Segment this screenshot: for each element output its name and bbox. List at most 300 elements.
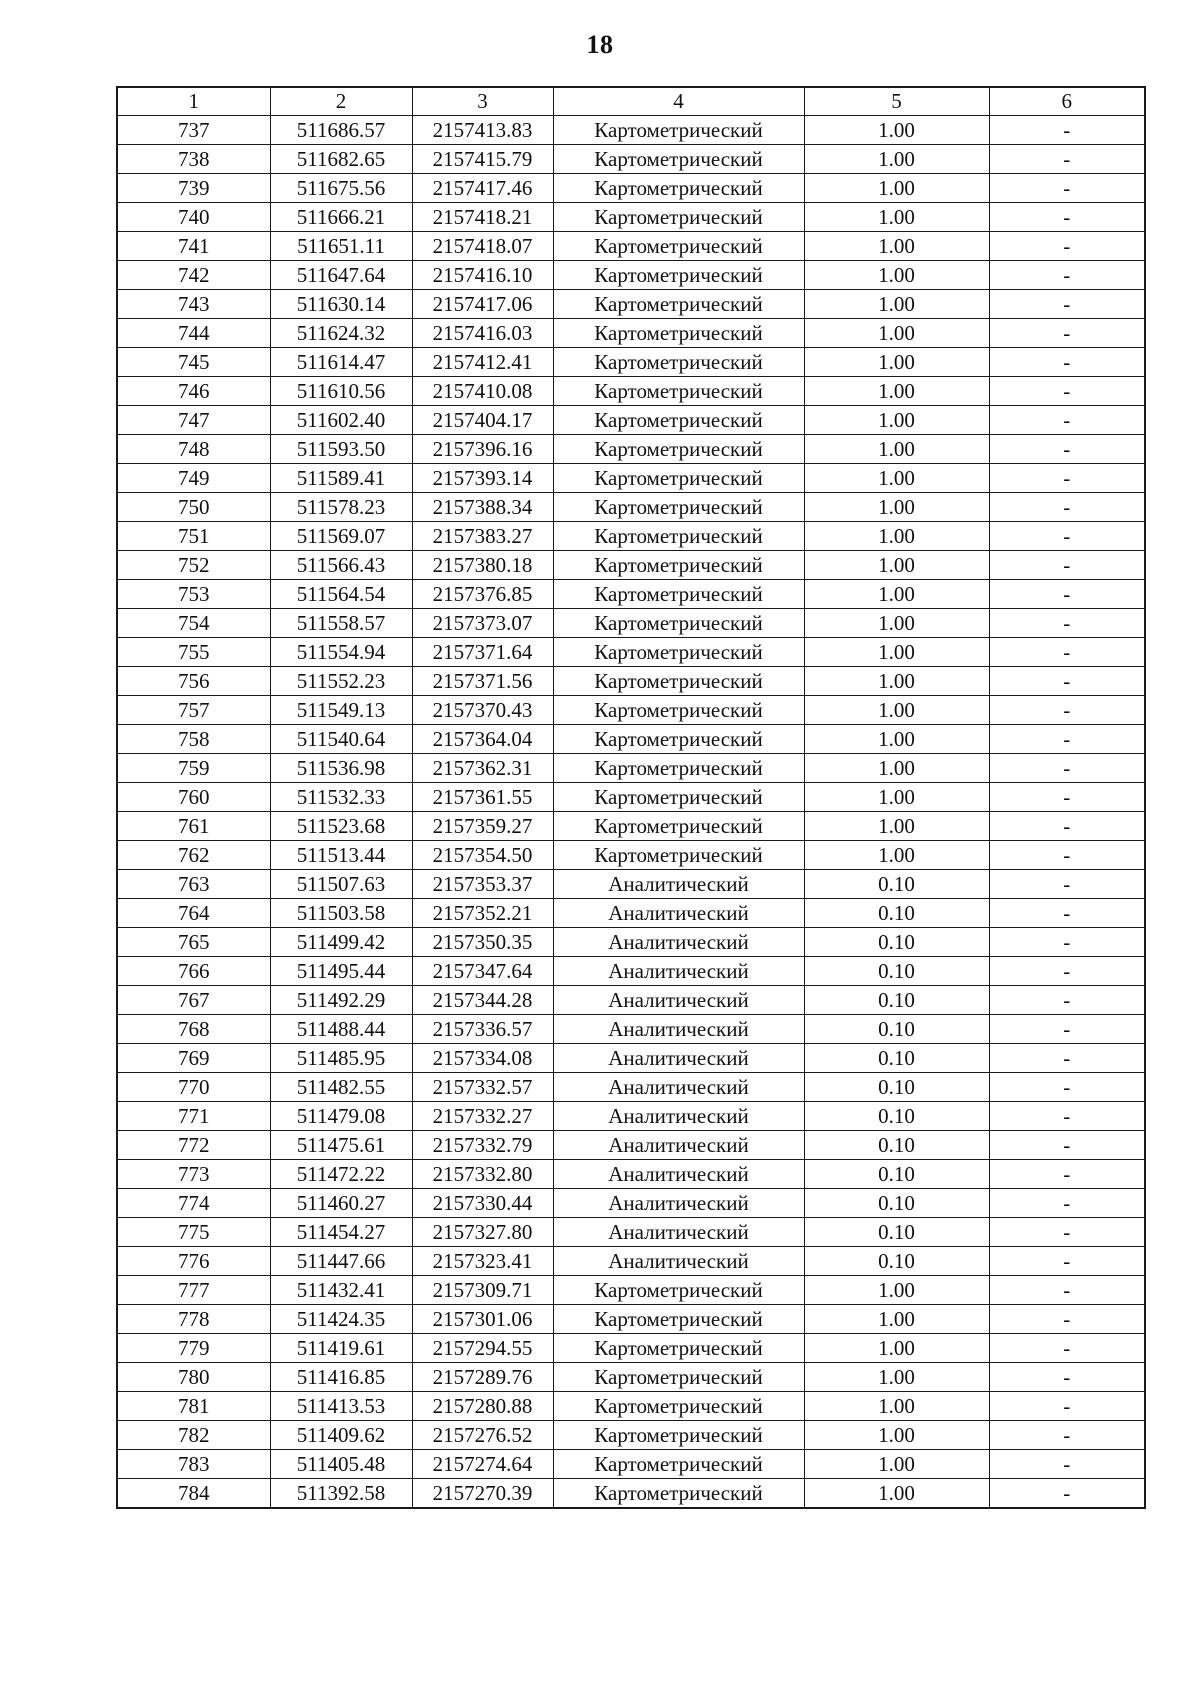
y-coordinate-cell: 2157352.21 (412, 899, 553, 928)
column-header-4: 4 (553, 87, 804, 116)
method-cell: Аналитический (553, 1218, 804, 1247)
method-cell: Картометрический (553, 841, 804, 870)
method-cell: Картометрический (553, 435, 804, 464)
y-coordinate-cell: 2157350.35 (412, 928, 553, 957)
accuracy-cell: 1.00 (804, 145, 989, 174)
x-coordinate-cell: 511602.40 (270, 406, 412, 435)
accuracy-cell: 0.10 (804, 1073, 989, 1102)
accuracy-cell: 0.10 (804, 957, 989, 986)
table-row (117, 1479, 1145, 1509)
x-coordinate-cell: 511472.22 (270, 1160, 412, 1189)
note-cell: - (989, 406, 1145, 435)
x-coordinate-cell: 511630.14 (270, 290, 412, 319)
x-coordinate-cell: 511409.62 (270, 1421, 412, 1450)
point-number-cell: 762 (117, 841, 270, 870)
note-cell: - (989, 812, 1145, 841)
method-cell: Картометрический (553, 638, 804, 667)
accuracy-cell: 1.00 (804, 319, 989, 348)
note-cell: - (989, 1218, 1145, 1247)
column-header-6: 6 (989, 87, 1145, 116)
y-coordinate-cell: 2157371.64 (412, 638, 553, 667)
method-cell: Картометрический (553, 493, 804, 522)
accuracy-cell: 1.00 (804, 377, 989, 406)
accuracy-cell: 1.00 (804, 725, 989, 754)
coordinates-table (116, 86, 1146, 1509)
table-row (117, 1131, 1145, 1160)
table-row (117, 783, 1145, 812)
method-cell: Картометрический (553, 464, 804, 493)
note-cell: - (989, 1334, 1145, 1363)
y-coordinate-cell: 2157280.88 (412, 1392, 553, 1421)
y-coordinate-cell: 2157418.21 (412, 203, 553, 232)
y-coordinate-cell: 2157396.16 (412, 435, 553, 464)
column-header-2: 2 (270, 87, 412, 116)
note-cell: - (989, 261, 1145, 290)
method-cell: Картометрический (553, 725, 804, 754)
note-cell: - (989, 1276, 1145, 1305)
note-cell: - (989, 1102, 1145, 1131)
x-coordinate-cell: 511569.07 (270, 522, 412, 551)
method-cell: Картометрический (553, 812, 804, 841)
point-number-cell: 758 (117, 725, 270, 754)
x-coordinate-cell: 511566.43 (270, 551, 412, 580)
table-row (117, 435, 1145, 464)
page-number: 18 (586, 30, 614, 59)
point-number-cell: 755 (117, 638, 270, 667)
y-coordinate-cell: 2157413.83 (412, 116, 553, 145)
table-row (117, 1189, 1145, 1218)
x-coordinate-cell: 511499.42 (270, 928, 412, 957)
accuracy-cell: 1.00 (804, 580, 989, 609)
x-coordinate-cell: 511589.41 (270, 464, 412, 493)
method-cell: Аналитический (553, 986, 804, 1015)
method-cell: Аналитический (553, 1044, 804, 1073)
header-row (117, 87, 1145, 116)
table-row (117, 348, 1145, 377)
note-cell: - (989, 522, 1145, 551)
point-number-cell: 765 (117, 928, 270, 957)
table-row (117, 1392, 1145, 1421)
point-number-cell: 752 (117, 551, 270, 580)
note-cell: - (989, 203, 1145, 232)
note-cell: - (989, 580, 1145, 609)
x-coordinate-cell: 511405.48 (270, 1450, 412, 1479)
accuracy-cell: 1.00 (804, 435, 989, 464)
x-coordinate-cell: 511416.85 (270, 1363, 412, 1392)
method-cell: Картометрический (553, 1450, 804, 1479)
x-coordinate-cell: 511552.23 (270, 667, 412, 696)
note-cell: - (989, 377, 1145, 406)
point-number-cell: 773 (117, 1160, 270, 1189)
point-number-cell: 776 (117, 1247, 270, 1276)
accuracy-cell: 1.00 (804, 522, 989, 551)
point-number-cell: 769 (117, 1044, 270, 1073)
table-row (117, 406, 1145, 435)
point-number-cell: 763 (117, 870, 270, 899)
note-cell: - (989, 899, 1145, 928)
y-coordinate-cell: 2157362.31 (412, 754, 553, 783)
point-number-cell: 750 (117, 493, 270, 522)
table-row (117, 232, 1145, 261)
point-number-cell: 780 (117, 1363, 270, 1392)
note-cell: - (989, 754, 1145, 783)
note-cell: - (989, 667, 1145, 696)
table-row (117, 696, 1145, 725)
x-coordinate-cell: 511610.56 (270, 377, 412, 406)
x-coordinate-cell: 511558.57 (270, 609, 412, 638)
method-cell: Картометрический (553, 783, 804, 812)
table-row (117, 1015, 1145, 1044)
note-cell: - (989, 1363, 1145, 1392)
method-cell: Аналитический (553, 870, 804, 899)
accuracy-cell: 1.00 (804, 638, 989, 667)
point-number-cell: 749 (117, 464, 270, 493)
y-coordinate-cell: 2157294.55 (412, 1334, 553, 1363)
table-row (117, 841, 1145, 870)
table-row (117, 290, 1145, 319)
y-coordinate-cell: 2157380.18 (412, 551, 553, 580)
x-coordinate-cell: 511419.61 (270, 1334, 412, 1363)
x-coordinate-cell: 511475.61 (270, 1131, 412, 1160)
method-cell: Картометрический (553, 116, 804, 145)
x-coordinate-cell: 511479.08 (270, 1102, 412, 1131)
point-number-cell: 739 (117, 174, 270, 203)
table-row (117, 319, 1145, 348)
note-cell: - (989, 1421, 1145, 1450)
note-cell: - (989, 783, 1145, 812)
y-coordinate-cell: 2157344.28 (412, 986, 553, 1015)
method-cell: Аналитический (553, 1189, 804, 1218)
accuracy-cell: 1.00 (804, 116, 989, 145)
x-coordinate-cell: 511454.27 (270, 1218, 412, 1247)
point-number-cell: 740 (117, 203, 270, 232)
point-number-cell: 764 (117, 899, 270, 928)
note-cell: - (989, 1479, 1145, 1509)
table-row (117, 145, 1145, 174)
x-coordinate-cell: 511614.47 (270, 348, 412, 377)
note-cell: - (989, 290, 1145, 319)
x-coordinate-cell: 511523.68 (270, 812, 412, 841)
y-coordinate-cell: 2157301.06 (412, 1305, 553, 1334)
table-row (117, 928, 1145, 957)
point-number-cell: 768 (117, 1015, 270, 1044)
accuracy-cell: 1.00 (804, 261, 989, 290)
method-cell: Картометрический (553, 522, 804, 551)
y-coordinate-cell: 2157330.44 (412, 1189, 553, 1218)
table-row (117, 551, 1145, 580)
method-cell: Картометрический (553, 406, 804, 435)
point-number-cell: 757 (117, 696, 270, 725)
table-row (117, 377, 1145, 406)
note-cell: - (989, 1189, 1145, 1218)
point-number-cell: 753 (117, 580, 270, 609)
method-cell: Картометрический (553, 377, 804, 406)
point-number-cell: 777 (117, 1276, 270, 1305)
x-coordinate-cell: 511532.33 (270, 783, 412, 812)
method-cell: Картометрический (553, 609, 804, 638)
accuracy-cell: 0.10 (804, 870, 989, 899)
method-cell: Картометрический (553, 696, 804, 725)
point-number-cell: 744 (117, 319, 270, 348)
accuracy-cell: 0.10 (804, 1160, 989, 1189)
accuracy-cell: 1.00 (804, 1392, 989, 1421)
x-coordinate-cell: 511424.35 (270, 1305, 412, 1334)
point-number-cell: 741 (117, 232, 270, 261)
point-number-cell: 781 (117, 1392, 270, 1421)
point-number-cell: 751 (117, 522, 270, 551)
accuracy-cell: 1.00 (804, 551, 989, 580)
accuracy-cell: 1.00 (804, 1450, 989, 1479)
x-coordinate-cell: 511578.23 (270, 493, 412, 522)
point-number-cell: 770 (117, 1073, 270, 1102)
x-coordinate-cell: 511675.56 (270, 174, 412, 203)
x-coordinate-cell: 511564.54 (270, 580, 412, 609)
table-row (117, 812, 1145, 841)
y-coordinate-cell: 2157332.79 (412, 1131, 553, 1160)
note-cell: - (989, 435, 1145, 464)
accuracy-cell: 1.00 (804, 203, 989, 232)
table-row (117, 986, 1145, 1015)
accuracy-cell: 1.00 (804, 1363, 989, 1392)
point-number-cell: 767 (117, 986, 270, 1015)
point-number-cell: 748 (117, 435, 270, 464)
accuracy-cell: 0.10 (804, 1102, 989, 1131)
column-header-1: 1 (117, 87, 270, 116)
table-row (117, 1160, 1145, 1189)
note-cell: - (989, 319, 1145, 348)
point-number-cell: 784 (117, 1479, 270, 1509)
point-number-cell: 779 (117, 1334, 270, 1363)
note-cell: - (989, 1305, 1145, 1334)
table-header (117, 87, 1145, 116)
accuracy-cell: 0.10 (804, 1131, 989, 1160)
method-cell: Аналитический (553, 899, 804, 928)
point-number-cell: 742 (117, 261, 270, 290)
method-cell: Аналитический (553, 1160, 804, 1189)
x-coordinate-cell: 511392.58 (270, 1479, 412, 1509)
accuracy-cell: 1.00 (804, 783, 989, 812)
point-number-cell: 771 (117, 1102, 270, 1131)
accuracy-cell: 1.00 (804, 696, 989, 725)
point-number-cell: 746 (117, 377, 270, 406)
y-coordinate-cell: 2157274.64 (412, 1450, 553, 1479)
table-row (117, 1305, 1145, 1334)
x-coordinate-cell: 511482.55 (270, 1073, 412, 1102)
table-row (117, 667, 1145, 696)
x-coordinate-cell: 511686.57 (270, 116, 412, 145)
accuracy-cell: 0.10 (804, 1189, 989, 1218)
point-number-cell: 766 (117, 957, 270, 986)
point-number-cell: 782 (117, 1421, 270, 1450)
y-coordinate-cell: 2157334.08 (412, 1044, 553, 1073)
accuracy-cell: 0.10 (804, 1044, 989, 1073)
table-row (117, 870, 1145, 899)
method-cell: Аналитический (553, 1247, 804, 1276)
accuracy-cell: 0.10 (804, 928, 989, 957)
note-cell: - (989, 841, 1145, 870)
note-cell: - (989, 696, 1145, 725)
note-cell: - (989, 1450, 1145, 1479)
point-number-cell: 743 (117, 290, 270, 319)
y-coordinate-cell: 2157323.41 (412, 1247, 553, 1276)
y-coordinate-cell: 2157327.80 (412, 1218, 553, 1247)
note-cell: - (989, 928, 1145, 957)
method-cell: Картометрический (553, 754, 804, 783)
note-cell: - (989, 870, 1145, 899)
x-coordinate-cell: 511540.64 (270, 725, 412, 754)
x-coordinate-cell: 511488.44 (270, 1015, 412, 1044)
point-number-cell: 774 (117, 1189, 270, 1218)
accuracy-cell: 1.00 (804, 841, 989, 870)
x-coordinate-cell: 511536.98 (270, 754, 412, 783)
point-number-cell: 737 (117, 116, 270, 145)
table-row (117, 174, 1145, 203)
accuracy-cell: 1.00 (804, 812, 989, 841)
table-row (117, 522, 1145, 551)
table-row (117, 1421, 1145, 1450)
x-coordinate-cell: 511682.65 (270, 145, 412, 174)
method-cell: Картометрический (553, 1392, 804, 1421)
table-row (117, 493, 1145, 522)
note-cell: - (989, 174, 1145, 203)
y-coordinate-cell: 2157361.55 (412, 783, 553, 812)
note-cell: - (989, 957, 1145, 986)
table-row (117, 1102, 1145, 1131)
y-coordinate-cell: 2157393.14 (412, 464, 553, 493)
note-cell: - (989, 1131, 1145, 1160)
point-number-cell: 747 (117, 406, 270, 435)
method-cell: Картометрический (553, 203, 804, 232)
x-coordinate-cell: 511460.27 (270, 1189, 412, 1218)
method-cell: Аналитический (553, 957, 804, 986)
method-cell: Картометрический (553, 667, 804, 696)
note-cell: - (989, 1247, 1145, 1276)
method-cell: Аналитический (553, 1131, 804, 1160)
table-row (117, 1450, 1145, 1479)
method-cell: Картометрический (553, 1363, 804, 1392)
x-coordinate-cell: 511503.58 (270, 899, 412, 928)
method-cell: Картометрический (553, 145, 804, 174)
point-number-cell: 759 (117, 754, 270, 783)
x-coordinate-cell: 511651.11 (270, 232, 412, 261)
y-coordinate-cell: 2157364.04 (412, 725, 553, 754)
accuracy-cell: 1.00 (804, 348, 989, 377)
table-row (117, 1044, 1145, 1073)
table-row (117, 261, 1145, 290)
method-cell: Аналитический (553, 928, 804, 957)
note-cell: - (989, 464, 1145, 493)
x-coordinate-cell: 511447.66 (270, 1247, 412, 1276)
x-coordinate-cell: 511513.44 (270, 841, 412, 870)
accuracy-cell: 0.10 (804, 899, 989, 928)
point-number-cell: 778 (117, 1305, 270, 1334)
y-coordinate-cell: 2157289.76 (412, 1363, 553, 1392)
x-coordinate-cell: 511492.29 (270, 986, 412, 1015)
y-coordinate-cell: 2157376.85 (412, 580, 553, 609)
point-number-cell: 783 (117, 1450, 270, 1479)
y-coordinate-cell: 2157416.10 (412, 261, 553, 290)
accuracy-cell: 1.00 (804, 464, 989, 493)
y-coordinate-cell: 2157370.43 (412, 696, 553, 725)
note-cell: - (989, 609, 1145, 638)
column-header-3: 3 (412, 87, 553, 116)
method-cell: Картометрический (553, 551, 804, 580)
accuracy-cell: 1.00 (804, 406, 989, 435)
y-coordinate-cell: 2157418.07 (412, 232, 553, 261)
accuracy-cell: 0.10 (804, 1247, 989, 1276)
note-cell: - (989, 493, 1145, 522)
accuracy-cell: 1.00 (804, 174, 989, 203)
x-coordinate-cell: 511413.53 (270, 1392, 412, 1421)
column-header-5: 5 (804, 87, 989, 116)
note-cell: - (989, 1015, 1145, 1044)
y-coordinate-cell: 2157417.46 (412, 174, 553, 203)
table-row (117, 725, 1145, 754)
x-coordinate-cell: 511554.94 (270, 638, 412, 667)
y-coordinate-cell: 2157371.56 (412, 667, 553, 696)
method-cell: Картометрический (553, 1334, 804, 1363)
y-coordinate-cell: 2157388.34 (412, 493, 553, 522)
method-cell: Картометрический (553, 319, 804, 348)
accuracy-cell: 1.00 (804, 1334, 989, 1363)
table-row (117, 464, 1145, 493)
x-coordinate-cell: 511666.21 (270, 203, 412, 232)
x-coordinate-cell: 511485.95 (270, 1044, 412, 1073)
y-coordinate-cell: 2157416.03 (412, 319, 553, 348)
y-coordinate-cell: 2157347.64 (412, 957, 553, 986)
table-row (117, 1247, 1145, 1276)
accuracy-cell: 1.00 (804, 1479, 989, 1509)
y-coordinate-cell: 2157359.27 (412, 812, 553, 841)
x-coordinate-cell: 511593.50 (270, 435, 412, 464)
y-coordinate-cell: 2157309.71 (412, 1276, 553, 1305)
method-cell: Картометрический (553, 580, 804, 609)
point-number-cell: 754 (117, 609, 270, 638)
note-cell: - (989, 638, 1145, 667)
y-coordinate-cell: 2157415.79 (412, 145, 553, 174)
y-coordinate-cell: 2157270.39 (412, 1479, 553, 1509)
y-coordinate-cell: 2157332.27 (412, 1102, 553, 1131)
accuracy-cell: 0.10 (804, 986, 989, 1015)
table-row (117, 1218, 1145, 1247)
y-coordinate-cell: 2157410.08 (412, 377, 553, 406)
table-row (117, 1276, 1145, 1305)
table-row (117, 1334, 1145, 1363)
note-cell: - (989, 1073, 1145, 1102)
method-cell: Картометрический (553, 1479, 804, 1509)
method-cell: Картометрический (553, 290, 804, 319)
table-body (117, 116, 1145, 1509)
point-number-cell: 745 (117, 348, 270, 377)
y-coordinate-cell: 2157373.07 (412, 609, 553, 638)
note-cell: - (989, 145, 1145, 174)
accuracy-cell: 1.00 (804, 754, 989, 783)
point-number-cell: 756 (117, 667, 270, 696)
table-row (117, 609, 1145, 638)
accuracy-cell: 1.00 (804, 667, 989, 696)
table-row (117, 580, 1145, 609)
table-row (117, 754, 1145, 783)
note-cell: - (989, 1160, 1145, 1189)
accuracy-cell: 1.00 (804, 1421, 989, 1450)
note-cell: - (989, 116, 1145, 145)
y-coordinate-cell: 2157336.57 (412, 1015, 553, 1044)
accuracy-cell: 1.00 (804, 232, 989, 261)
x-coordinate-cell: 511507.63 (270, 870, 412, 899)
x-coordinate-cell: 511495.44 (270, 957, 412, 986)
table-row (117, 1363, 1145, 1392)
method-cell: Картометрический (553, 348, 804, 377)
